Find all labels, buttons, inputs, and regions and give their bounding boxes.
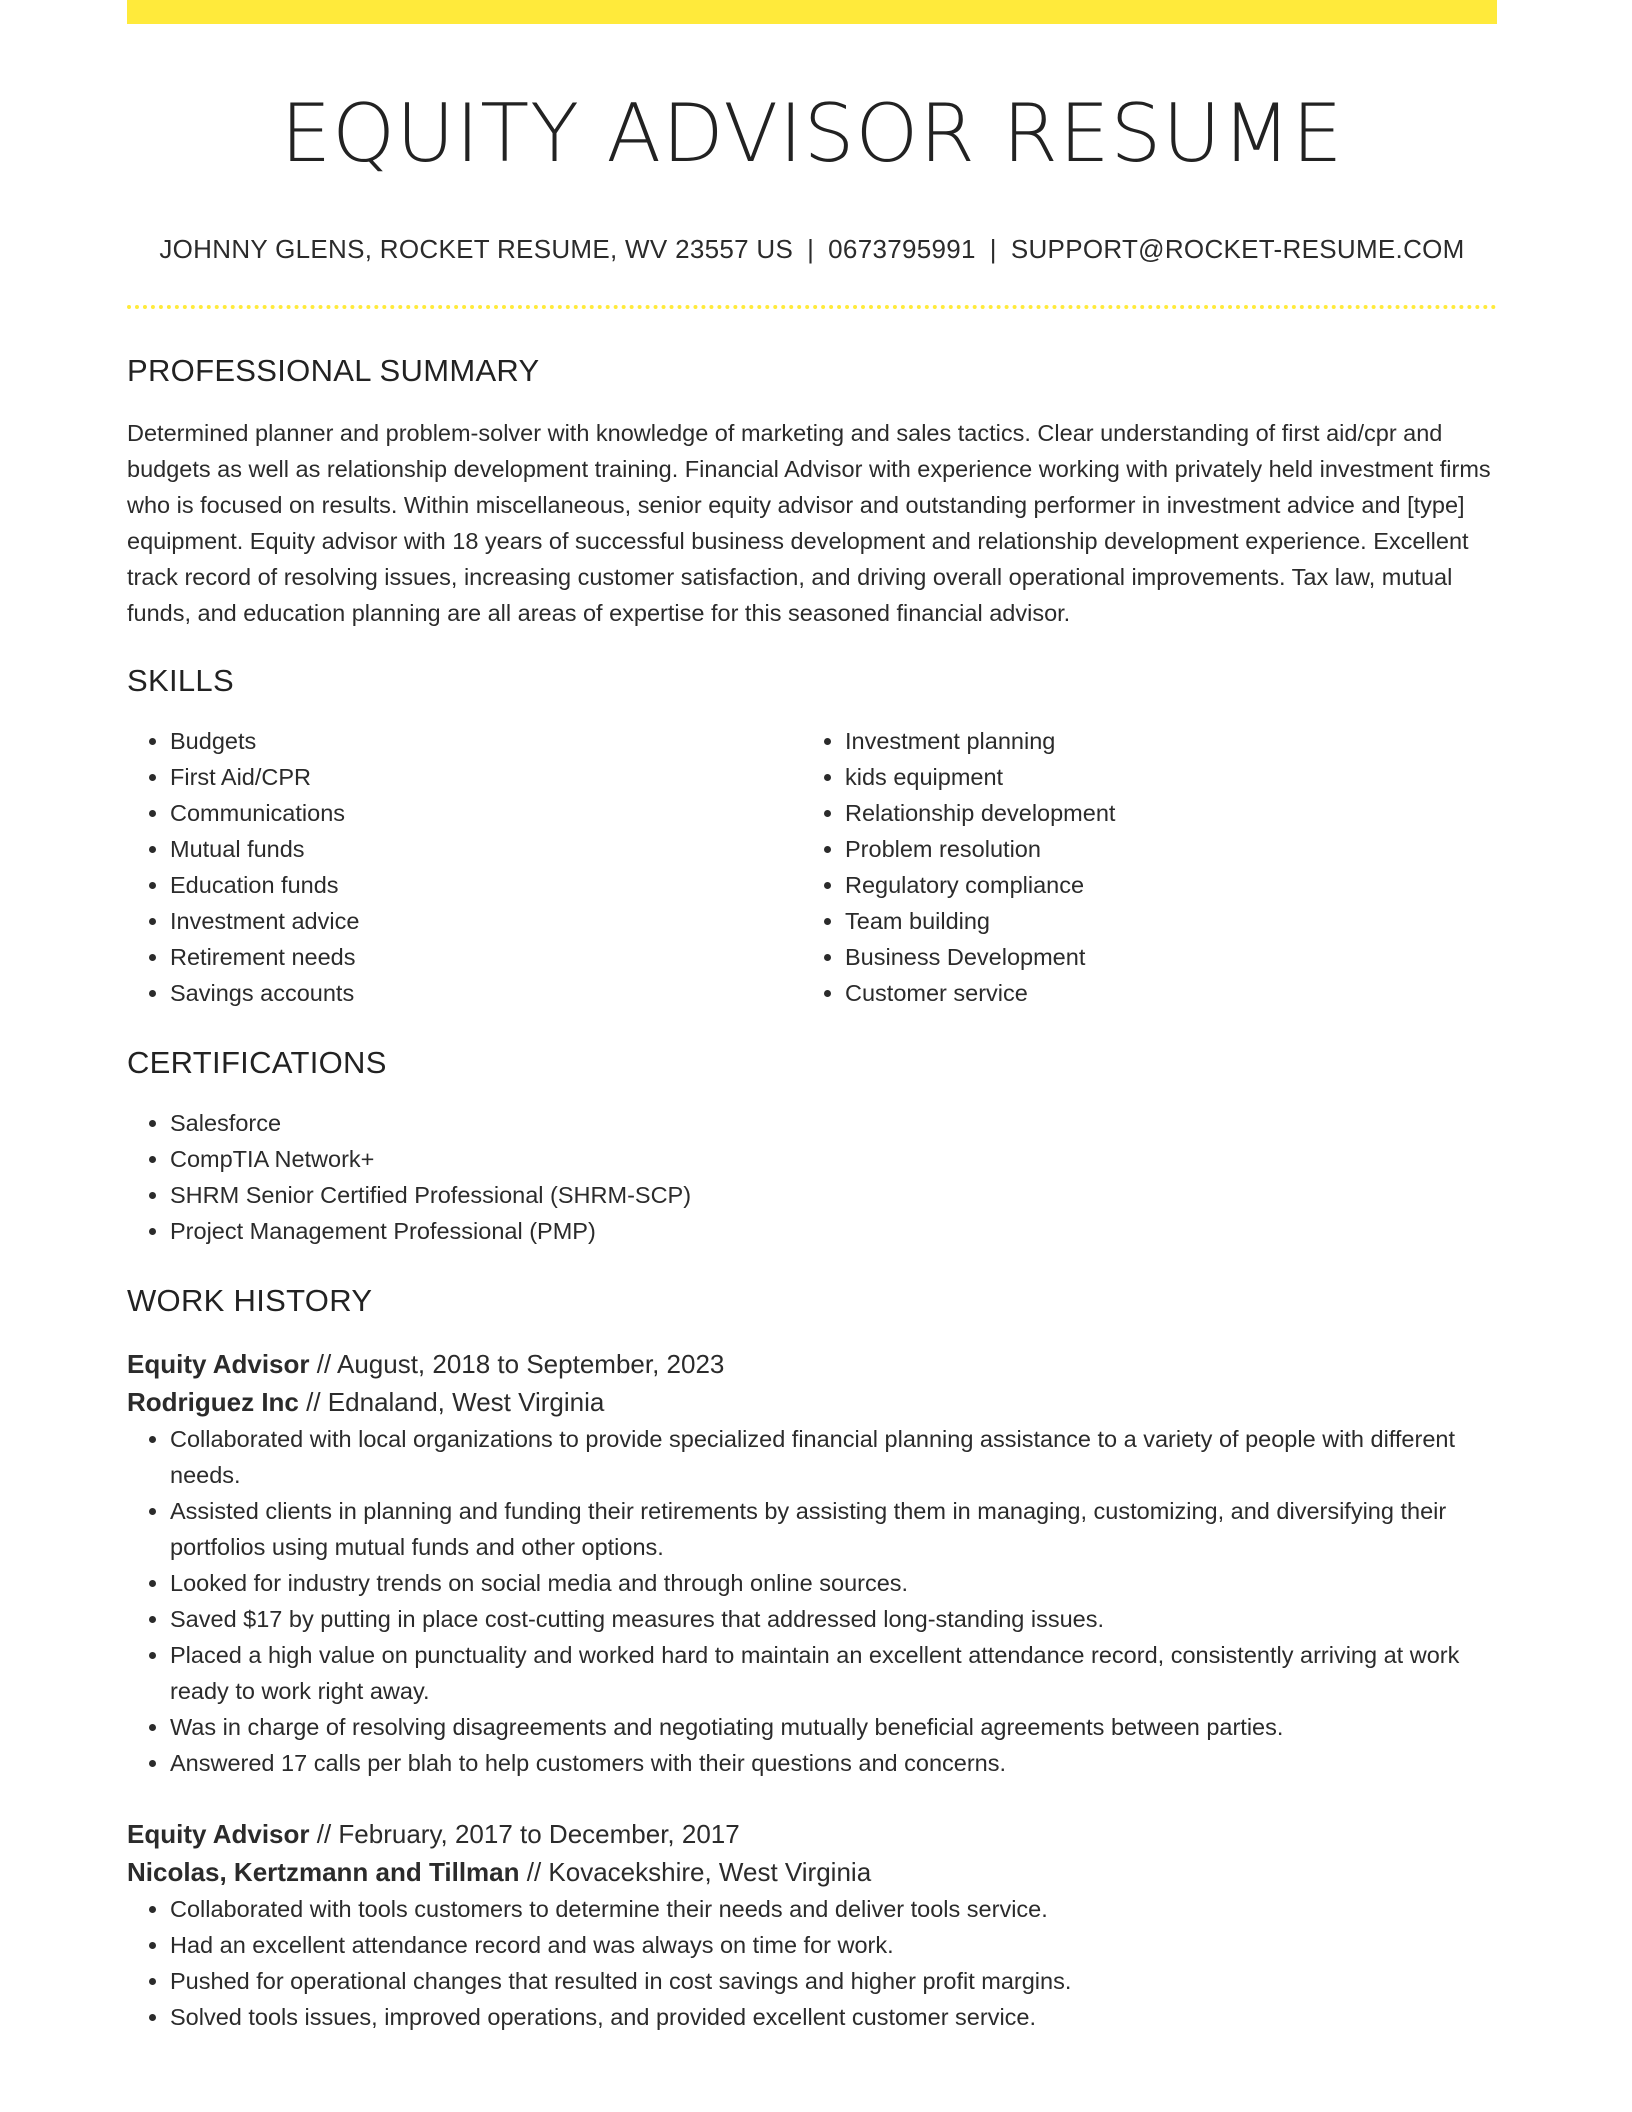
skill-item: • Budgets <box>170 723 802 759</box>
work-history-heading: WORK HISTORY <box>127 1283 373 1318</box>
skill-item: • Business Development <box>845 939 1477 975</box>
certification-item: • Salesforce <box>170 1105 1497 1141</box>
job-location: // Ednaland, West Virginia <box>298 1387 605 1417</box>
certification-item: • SHRM Senior Certified Professional (SHRM-SCP) <box>170 1177 1497 1213</box>
job-duties <box>127 1891 1497 2035</box>
job-duty: • Collaborated with tools customers to determine their needs and deliver tools service. <box>170 1891 1497 1927</box>
skill-item: • Communications <box>170 795 802 831</box>
contact-phone: 0673795991 <box>828 234 976 264</box>
job-duty: • Pushed for operational changes that resulted in cost savings and higher profit margins. <box>170 1963 1497 1999</box>
job-duty: • Had an excellent attendance record and was always on time for work. <box>170 1927 1497 1963</box>
job-dates: // February, 2017 to December, 2017 <box>309 1819 740 1849</box>
job-title-line <box>127 1815 1497 1853</box>
job-duty: • Looked for industry trends on social media and through online sources. <box>170 1565 1497 1601</box>
job-duties <box>127 1421 1497 1781</box>
skill-item: • Regulatory compliance <box>845 867 1477 903</box>
skills-list <box>127 723 1497 1011</box>
resume-page <box>127 0 1497 2035</box>
skill-item: • Savings accounts <box>170 975 802 1011</box>
contact-separator: | <box>807 234 815 264</box>
resume-title: EQUITY ADVISOR RESUME <box>280 87 1344 180</box>
job-entry <box>127 1815 1497 2035</box>
job-duty: • Assisted clients in planning and funding their retirements by assisting them in managing, customizing, and diversifying their portfolios using mutual funds and other options. <box>170 1493 1497 1565</box>
skills-heading: SKILLS <box>127 663 234 698</box>
skill-item: • Retirement needs <box>170 939 802 975</box>
dotted-divider <box>127 305 1497 309</box>
job-company: Nicolas, Kertzmann and Tillman <box>127 1857 520 1887</box>
skill-item: • First Aid/CPR <box>170 759 802 795</box>
job-company-line <box>127 1383 1497 1421</box>
skills-column-left <box>127 723 802 1011</box>
skill-item: • Mutual funds <box>170 831 802 867</box>
contact-separator: | <box>989 234 997 264</box>
job-company-line <box>127 1853 1497 1891</box>
contact-address: JOHNNY GLENS, ROCKET RESUME, WV 23557 US <box>159 234 794 264</box>
job-duty: • Placed a high value on punctuality and worked hard to maintain an excellent attendance record, consistently arriving at work ready to work right away. <box>170 1637 1497 1709</box>
skill-item: • Customer service <box>845 975 1477 1011</box>
skill-item: • Relationship development <box>845 795 1477 831</box>
skill-item: • Team building <box>845 903 1477 939</box>
job-title: Equity Advisor <box>127 1819 310 1849</box>
job-duty: • Answered 17 calls per blah to help customers with their questions and concerns. <box>170 1745 1497 1781</box>
contact-line <box>127 234 1497 265</box>
job-entry <box>127 1345 1497 1781</box>
job-location: // Kovacekshire, West Virginia <box>519 1857 872 1887</box>
contact-email[interactable]: SUPPORT@ROCKET-RESUME.COM <box>1010 234 1465 264</box>
skill-item: • Investment planning <box>845 723 1477 759</box>
job-title: Equity Advisor <box>127 1349 310 1379</box>
certification-item: • CompTIA Network+ <box>170 1141 1497 1177</box>
certification-item: • Project Management Professional (PMP) <box>170 1213 1497 1249</box>
skill-item: • Education funds <box>170 867 802 903</box>
job-duty: • Saved $17 by putting in place cost-cutting measures that addressed long-standing issues. <box>170 1601 1497 1637</box>
job-dates: // August, 2018 to September, 2023 <box>309 1349 725 1379</box>
job-duty: • Solved tools issues, improved operations, and provided excellent customer service. <box>170 1999 1497 2035</box>
skills-column-right <box>802 723 1477 1011</box>
summary-text: Determined planner and problem-solver with knowledge of marketing and sales tactics. Clear understanding of first aid/cpr and budgets as well as relationship development training. Financial Advisor with experience working with privately held investment firms who is focused on results. Within miscellaneous, senior equity advisor and outstanding performer in investment advice and [type] equipment. Equity advisor with 18 years of successful business development and relationship development experience. Excellent track record of resolving issues, increasing customer satisfaction, and driving overall operational improvements. Tax law, mutual funds, and education planning are all areas of expertise for this seasoned financial advisor. <box>127 420 1491 626</box>
job-title-line <box>127 1345 1497 1383</box>
job-duty: • Collaborated with local organizations to provide specialized financial planning assistance to a variety of people with different needs. <box>170 1421 1497 1493</box>
skill-item: • kids equipment <box>845 759 1477 795</box>
certifications-heading: CERTIFICATIONS <box>127 1045 387 1080</box>
job-duty: • Was in charge of resolving disagreements and negotiating mutually beneficial agreements between parties. <box>170 1709 1497 1745</box>
job-company: Rodriguez Inc <box>127 1387 299 1417</box>
top-accent-bar <box>127 0 1497 24</box>
certifications-list <box>127 1105 1497 1249</box>
skill-item: • Investment advice <box>170 903 802 939</box>
summary-heading: PROFESSIONAL SUMMARY <box>127 353 540 388</box>
skill-item: • Problem resolution <box>845 831 1477 867</box>
